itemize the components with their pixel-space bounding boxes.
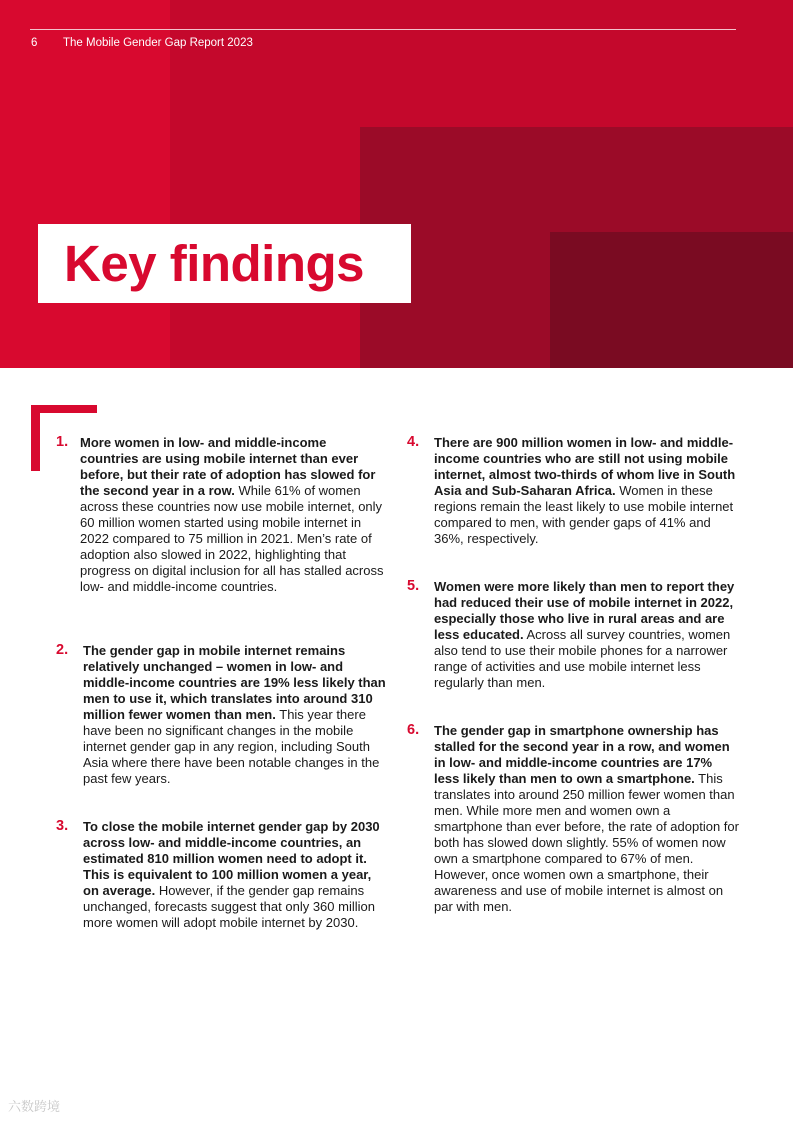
banner-block (550, 232, 793, 368)
finding-headline: The gender gap in smartphone ownership has stalled for the second year in a row, and women in low- and middle-income countries are 17% less likely than men to own a smartphone. (434, 723, 730, 786)
finding-number: 5. (407, 578, 420, 594)
title-box (38, 224, 411, 303)
corner-bracket (31, 405, 40, 471)
watermark: 六数跨境 (8, 1099, 61, 1114)
finding-number: 4. (407, 434, 420, 450)
finding-body: Across all survey countries, women also tend to use their mobile phones for a narrower range of activities and use mobile internet less regularly than men. (434, 627, 731, 690)
finding-text (83, 819, 388, 931)
finding-text (434, 435, 740, 547)
finding-number: 3. (56, 818, 69, 834)
page-title: Key findings (64, 235, 365, 292)
corner-bracket (31, 405, 97, 413)
finding-number: 6. (407, 722, 420, 738)
finding-headline: More women in low- and middle-income countries are using mobile internet than ever before, but their rate of adoption has slowed for the second year in a row. (80, 435, 376, 498)
finding-body: However, if the gender gap remains unchanged, forecasts suggest that only 360 million more women will adopt mobile internet by 2030. (83, 883, 375, 930)
finding-body: Women in these regions remain the least likely to use mobile internet compared to men, with gender gaps of 41% and 36%, respectively. (434, 483, 734, 546)
report-title: The Mobile Gender Gap Report 2023 (63, 37, 253, 49)
finding-headline: The gender gap in mobile internet remains relatively unchanged – women in low- and middle-income countries are 19% less likely than men to use it, which translates into around 310 million fewer women than men. (83, 643, 386, 722)
finding-headline: There are 900 million women in low- and middle-income countries who are still not using mobile internet, almost two-thirds of whom live in South Asia and Sub-Saharan Africa. (434, 435, 736, 498)
finding-body: This translates into around 250 million fewer women than men. While more men and women own a smartphone than ever before, the rate of adoption for both has slowed down slightly. 55% of women now own a smartphone compared to 67% of men. However, once women own a smartphone, their awareness and use of mobile internet is almost on par with men. (434, 771, 739, 914)
header-rule (30, 29, 736, 30)
finding-number: 2. (56, 642, 69, 658)
page-number: 6 (31, 37, 38, 49)
finding-text (83, 643, 388, 787)
finding-headline: To close the mobile internet gender gap by 2030 across low- and middle-income countries, an estimated 810 million women need to adopt it. This is equivalent to 100 million women a year, on average. (83, 819, 380, 898)
finding-text (434, 579, 740, 691)
finding-text (80, 435, 385, 595)
finding-body: This year there have been no significant changes in the mobile internet gender gap in any region, including South Asia where there have been notable changes in the past few years. (83, 707, 380, 786)
finding-number: 1. (56, 434, 69, 450)
header-banner (0, 0, 793, 368)
finding-body: While 61% of women across these countries now use mobile internet, only 60 million women started using mobile internet in 2022 compared to 75 million in 2021. Men’s rate of adoption also slowed in 2022, highlighting that progress on digital inclusion for all has stalled across low- and middle-income countries. (80, 483, 384, 594)
finding-headline: Women were more likely than men to report they had reduced their use of mobile internet in 2022, especially those who live in rural areas and are less educated. (434, 579, 735, 642)
finding-text (434, 723, 740, 915)
